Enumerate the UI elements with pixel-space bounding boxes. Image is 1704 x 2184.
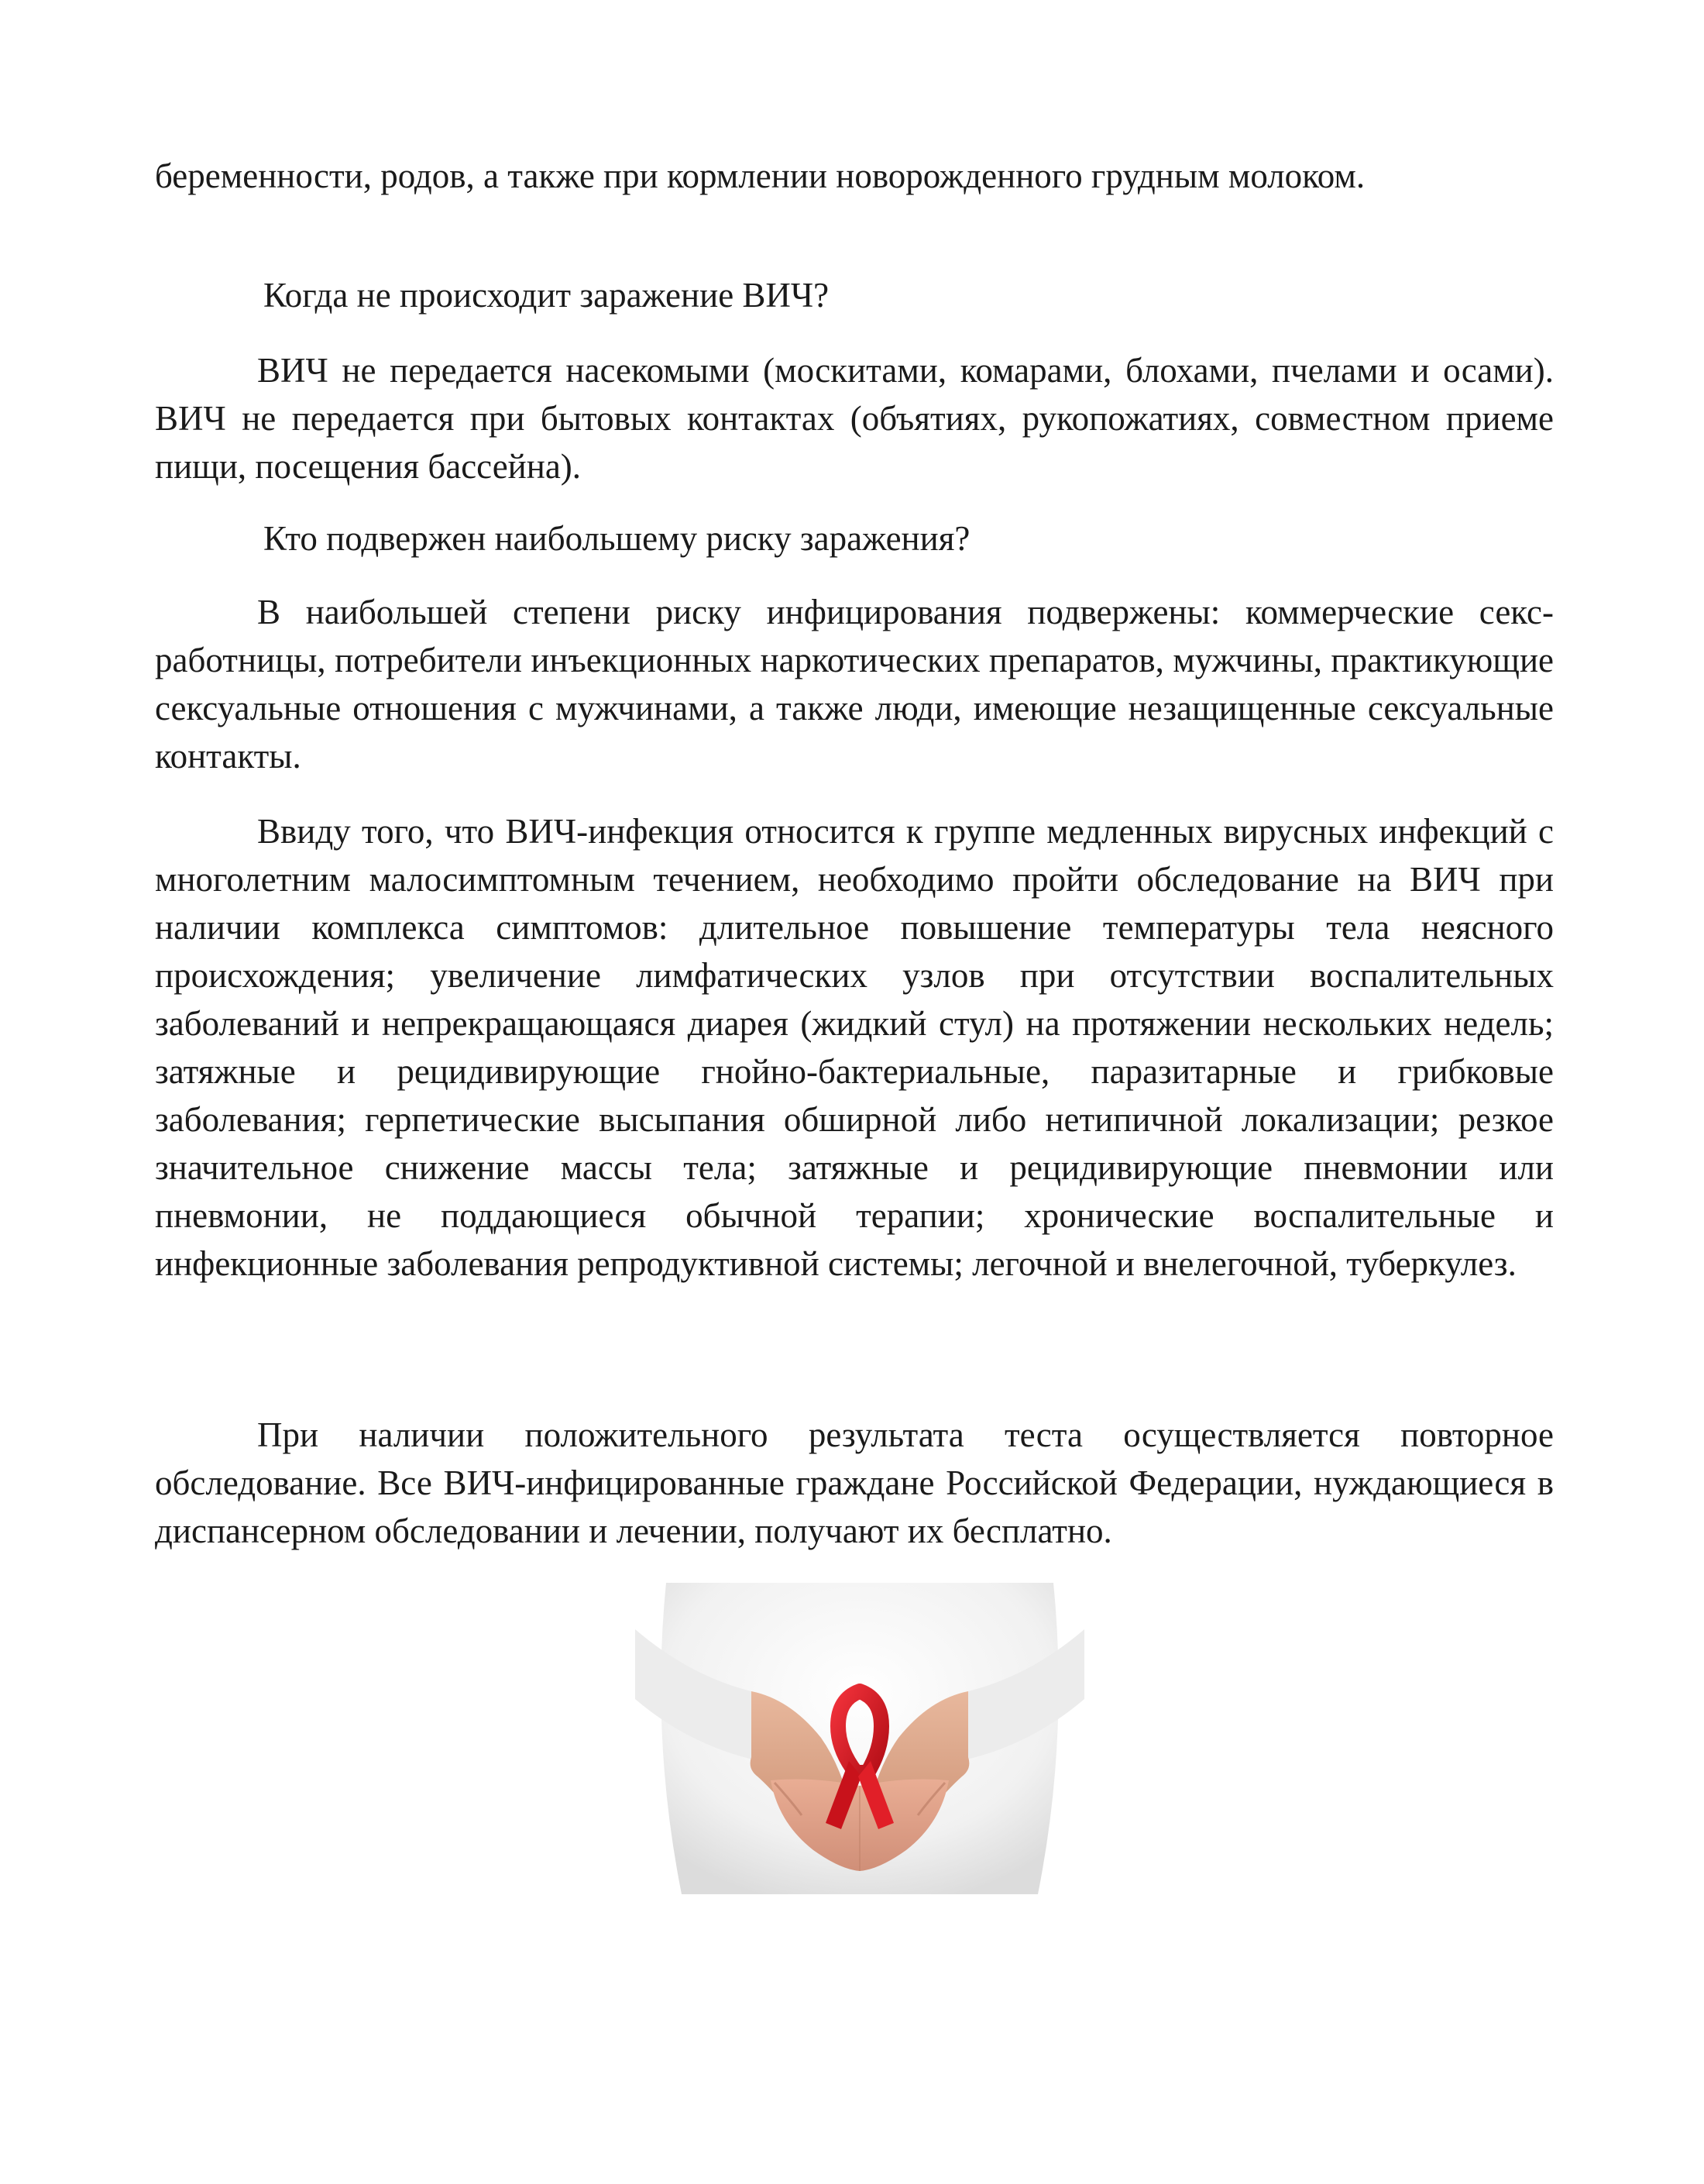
question-when-no-infection: Когда не происходит заражение ВИЧ? (263, 276, 830, 315)
paragraph-no-transmission: ВИЧ не передается насекомыми (москитами, комарами, блохами, пчелами и осами). ВИЧ не передается при бытовых контактах (объятиях, рукопожатиях, совместном приеме пищи, посещения бассейна). (155, 351, 1554, 486)
question-highest-risk: Кто подвержен наибольшему риску заражения? (263, 519, 971, 558)
paragraph-testing: При наличии положительного результата теста осуществляется повторное обследование. Все ВИЧ-инфицированные граждане Российской Федерации, нуждающиеся в диспансерном обследовании и лечении, получают их бесплатно. (155, 1415, 1554, 1550)
red-ribbon-hands-image (635, 1583, 1084, 1894)
paragraph-continuation: беременности, родов, а также при кормлении новорожденного грудным молоком. (155, 156, 1366, 195)
paragraph-risk-groups: В наибольшей степени риску инфицирования подвержены: коммерческие секс-работницы, потребители инъекционных наркотических препаратов, мужчины, практикующие сексуальные отношения с мужчинами, а также люди, имеющие незащищенные сексуальные контакты. (155, 593, 1554, 776)
paragraph-symptoms: Ввиду того, что ВИЧ-инфекция относится к группе медленных вирусных инфекций с многолетним малосимптомным течением, необходимо пройти обследование на ВИЧ при наличии комплекса симптомов: длительное повышение температуры тела неясного происхождения; увеличение лимфатических узлов при отсутствии воспалительных заболеваний и непрекращающаяся диарея (жидкий стул) на протяжении нескольких недель; затяжные и рецидивирующие гнойно-бактериальные, паразитарные и грибковые заболевания; герпетические высыпания обширной либо нетипичной локализации; резкое значительное снижение массы тела; затяжные и рецидивирующие пневмонии или пневмонии, не поддающиеся обычной терапии; хронические воспалительные и инфекционные заболевания репродуктивной системы; легочной и внелегочной, туберкулез. (155, 812, 1554, 1283)
